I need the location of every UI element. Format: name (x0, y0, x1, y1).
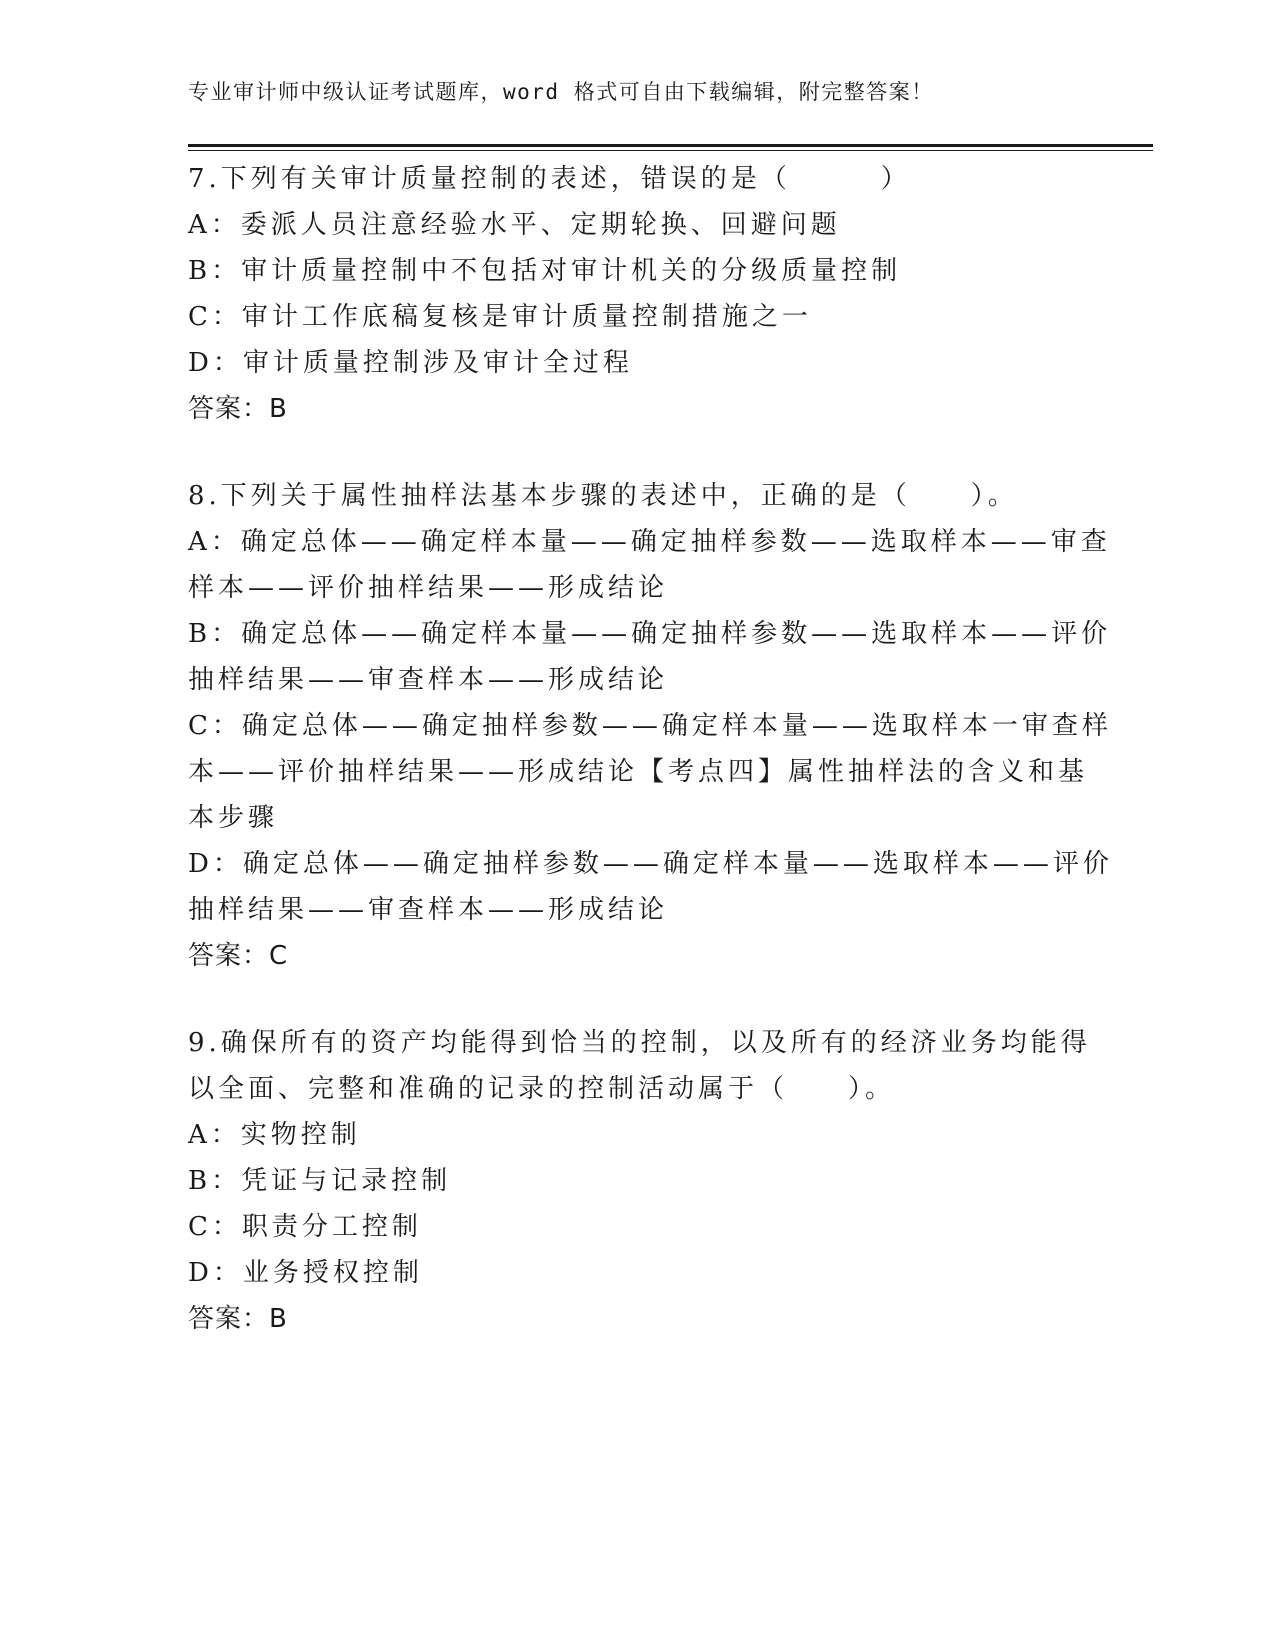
answer: 答案：B (188, 1304, 288, 1334)
question-stem: 7.下列有关审计质量控制的表述，错误的是（ ） (188, 164, 911, 194)
option-c: C：职责分工控制 (188, 1212, 422, 1242)
option-b: B：确定总体——确定样本量——确定抽样参数——选取样本——评价 (188, 619, 1112, 649)
answer: 答案：B (188, 394, 288, 424)
header-rule-thin (188, 150, 1153, 151)
option-d: D：审计质量控制涉及审计全过程 (188, 348, 633, 378)
question-8 (188, 473, 1113, 979)
question-stem: 8.下列关于属性抽样法基本步骤的表述中，正确的是（ ）。 (188, 481, 1018, 511)
question-list (188, 156, 1113, 1342)
question-spacer (188, 979, 1078, 1020)
page-header: 专业审计师中级认证考试题库，word 格式可自由下载编辑，附完整答案！ (188, 80, 934, 104)
question-stem: 9.确保所有的资产均能得到恰当的控制，以及所有的经济业务均能得 (188, 1028, 1091, 1058)
option-b-continued: 抽样结果——审查样本——形成结论 (188, 665, 669, 695)
answer: 答案：C (188, 941, 289, 971)
option-a: A：实物控制 (188, 1120, 361, 1150)
option-d: D：确定总体——确定抽样参数——确定样本量——选取样本——评价 (188, 849, 1113, 879)
question-9 (188, 1020, 1091, 1342)
option-c-continued: 本——评价抽样结果——形成结论【考点四】属性抽样法的含义和基 (188, 757, 1089, 787)
option-a-continued: 样本——评价抽样结果——形成结论 (188, 573, 669, 603)
option-d-continued: 抽样结果——审查样本——形成结论 (188, 895, 669, 925)
question-7 (188, 156, 1078, 432)
header-rule-thick (188, 144, 1153, 147)
option-d: D：业务授权控制 (188, 1258, 423, 1288)
question-stem-continued: 以全面、完整和准确的记录的控制活动属于（ ）。 (188, 1074, 896, 1104)
option-c: C：确定总体——确定抽样参数——确定样本量——选取样本一审查样 (188, 711, 1112, 741)
option-b: B：审计质量控制中不包括对审计机关的分级质量控制 (188, 256, 902, 286)
option-b: B：凭证与记录控制 (188, 1166, 452, 1196)
question-spacer (188, 432, 1078, 473)
option-c-continued: 本步骤 (188, 803, 279, 833)
option-a: A：委派人员注意经验水平、定期轮换、回避问题 (188, 210, 841, 240)
option-a: A：确定总体——确定样本量——确定抽样参数——选取样本——审查 (188, 527, 1111, 557)
option-c: C：审计工作底稿复核是审计质量控制措施之一 (188, 302, 812, 332)
